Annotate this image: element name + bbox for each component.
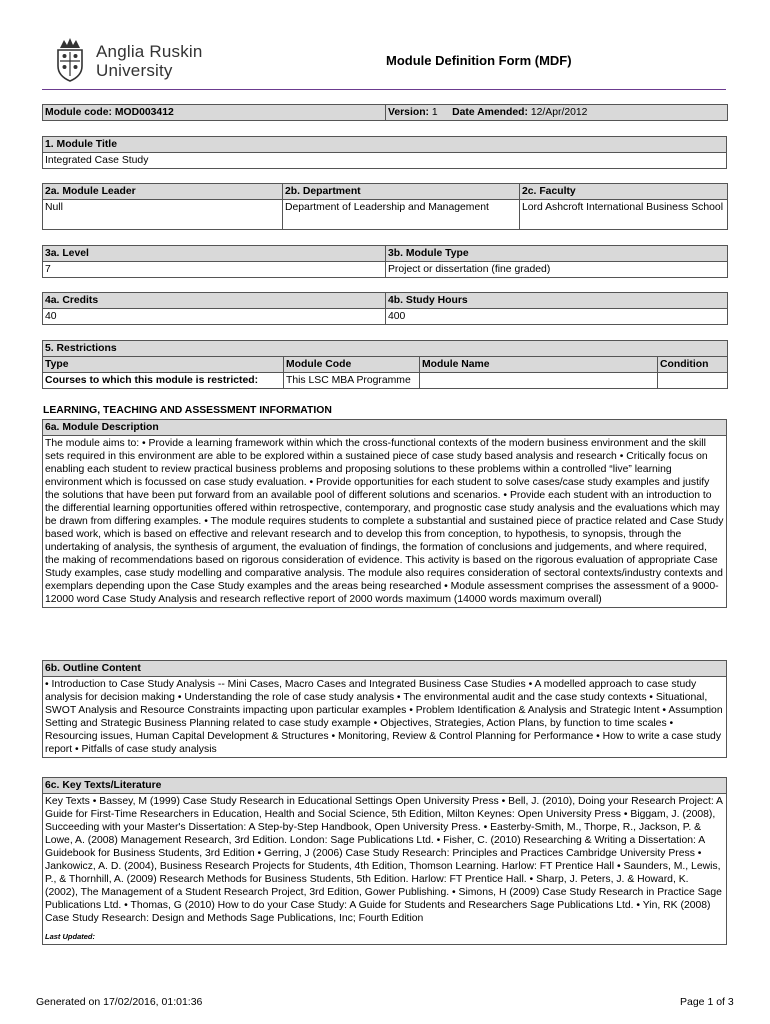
restriction-module-code: This LSC MBA Programme	[284, 373, 420, 389]
credits-table	[42, 292, 728, 325]
restriction-module-name	[420, 373, 658, 389]
faculty-value: Lord Ashcroft International Business School	[520, 200, 728, 230]
logo-text-line1: Anglia Ruskin	[96, 42, 203, 61]
version-label: Version:	[388, 107, 429, 118]
key-texts-label: 6c. Key Texts/Literature	[43, 778, 727, 794]
key-texts-table	[42, 777, 727, 945]
outline-table	[42, 660, 727, 758]
description-table	[42, 419, 727, 608]
date-amended-label: Date Amended:	[452, 107, 528, 118]
col-module-code: Module Code	[284, 357, 420, 373]
restrictions-table	[42, 340, 728, 389]
module-type-value: Project or dissertation (fine graded)	[386, 262, 728, 278]
col-type: Type	[43, 357, 284, 373]
module-leader-label: 2a. Module Leader	[43, 184, 283, 200]
version-date-cell	[386, 105, 728, 121]
description-label: 6a. Module Description	[43, 420, 727, 436]
module-type-label: 3b. Module Type	[386, 246, 728, 262]
crest-icon	[52, 36, 88, 82]
last-updated-label: Last Updated:	[45, 932, 96, 941]
col-condition: Condition	[658, 357, 728, 373]
module-title-table	[42, 136, 727, 169]
page-number: Page 1 of 3	[680, 996, 734, 1008]
module-code-table	[42, 104, 728, 121]
lta-heading: LEARNING, TEACHING AND ASSESSMENT INFORMATION	[43, 405, 332, 416]
department-value: Department of Leadership and Management	[283, 200, 520, 230]
module-code: Module code: MOD003412	[43, 105, 386, 121]
level-value: 7	[43, 262, 386, 278]
restrictions-label: 5. Restrictions	[43, 341, 728, 357]
credits-label: 4a. Credits	[43, 293, 386, 309]
module-title-value: Integrated Case Study	[43, 153, 727, 169]
form-title: Module Definition Form (MDF)	[386, 53, 572, 68]
study-hours-label: 4b. Study Hours	[386, 293, 728, 309]
col-module-name: Module Name	[420, 357, 658, 373]
version-value: 1	[431, 107, 438, 118]
university-logo	[52, 36, 212, 84]
study-hours-value: 400	[386, 309, 728, 325]
department-label: 2b. Department	[283, 184, 520, 200]
logo-text-line2: University	[96, 61, 173, 80]
module-title-label: 1. Module Title	[43, 137, 727, 153]
header-divider	[42, 89, 726, 90]
credits-value: 40	[43, 309, 386, 325]
leader-table	[42, 183, 728, 230]
outline-text: • Introduction to Case Study Analysis -- Mini Cases, Macro Cases and Integrated Business Case Studies • A modelled approach to case study analysis for decision making • Understanding the role of case study analysis • The environmental audit and the case study contexts • Situational, SWOT Analysis and Resource Constraints impacting upon particular examples • Problem Identification & Analysis and Strategic Intent • Assumption Setting and Strategic Business Planning related to case study example • Objectives, Strategies, Action Plans, by function to time scales • Resourcing issues, Human Capital Development & Structures • Monitoring, Review & Control Planning for Performance • How to write a case study report • Pitfalls of case study analysis	[43, 677, 727, 758]
date-amended-value: 12/Apr/2012	[530, 107, 588, 118]
level-table	[42, 245, 728, 278]
key-texts-cell	[43, 794, 727, 945]
level-label: 3a. Level	[43, 246, 386, 262]
restriction-condition	[658, 373, 728, 389]
key-texts-text: Key Texts • Bassey, M (1999) Case Study Research in Educational Settings Open University Press • Bell, J. (2010), Doing your Research Project: A Guide for First-Time Researchers in Education, Health and Social Science, 5th Edition, Milton Keynes: Open University Press • Biggam, J. (2008), Succeeding with your Master's Dissertation: A Step-by-Step Handbook, Open University Press. • Easterby-Smith, M., Thorpe, R., Jackson, P. & Lowe, A. (2008) Management Research, 3rd Edition. London: Sage Publications Ltd. • Fisher, C. (2010) Researching & Writing a Dissertation: A Guidebook for Business Students, 3rd Edition • Gerring, J (2006) Case Study Research: Principles and Practices Cambridge University Press • Jankowicz, A. D. (2004), Business Research Projects for Students, 4th Edition, Thomson Learning. Harlow: FT Prentice Hall • Saunders, M., Lewis, P., & Thornhill, A. (2009) Research Methods for Business Students, 5th Edition. Harlow: FT Prentice Hall. • Sharp, J. Peters, J. & Howard, K. (2002), The Management of a Student Research Project, 3rd Edition, Gower Publishing. • Simons, H (2009) Case Study Research in Practice Sage Publications Ltd. • Thomas, G (2010) How to do your Case Study: A Guide for Students and Researchers Sage Publications Ltd. • Yin, RK (2008) Case Study Research: Design and Methods Sage Publications, Inc; Fourth Edition	[45, 796, 723, 924]
description-text: The module aims to: • Provide a learning framework within which the cross-functional contexts of the modern business environment and the skill sets required in this environment are able to be explored within a sustained piece of case study based analysis and research • Critically focus on enabling each student to review practical business problems and proposing solutions to these problems within a controlled “live” learning environment which is focussed on case study evaluation. • Provide opportunities for each student to solve cases/case study examples and justify the solutions that have been put forward from an available pool of different solutions and scenarios. • Provide each student with an introduction to the differential learning opportunities offered within retrospective, contemporary, and prognostic case study analysis and the evaluations which may be drawn from differing examples. • The module requires students to complete a substantial and sustained piece of practice related and Case Study based work, which is based on effective and relevant research and to develop this from conception, to hypothesis, to synopsis, through the undertaking of analysis, the synthesis of argument, the evaluation of findings, the formation of conclusions and judgements, and where required, the making of recommendations based on rigorous consideration of evidence. This activity is based on the rigorous evaluation of appropriate Case Study examples, case study modelling and comparative analysis. The module also requires consideration of sectoral contexts/industry contexts and exemplars depending upon the Case Study examples and the areas being researched • Module assessment comprises the assessment of a 9000-12000 word Case Study Analysis and research reflective report of 2000 words maximum (14000 words maximum overall)	[43, 436, 727, 608]
faculty-label: 2c. Faculty	[520, 184, 728, 200]
restriction-type: Courses to which this module is restricted:	[43, 373, 284, 389]
generated-timestamp: Generated on 17/02/2016, 01:01:36	[36, 996, 203, 1008]
module-leader-value: Null	[43, 200, 283, 230]
outline-label: 6b. Outline Content	[43, 661, 727, 677]
